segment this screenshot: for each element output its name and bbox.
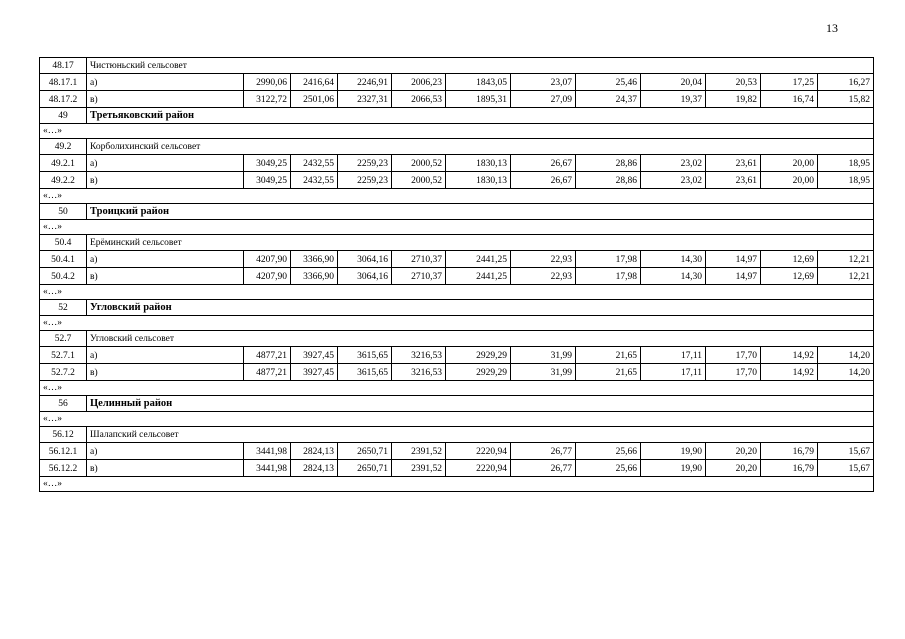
settlement-name: Угловский сельсовет: [87, 331, 874, 347]
table-row: [40, 172, 874, 189]
settlement-row: [40, 427, 874, 443]
table-body: [40, 58, 874, 492]
row-number: 49.2.2: [40, 172, 87, 189]
value-cell: 2432,55: [291, 172, 338, 189]
table-row: [40, 364, 874, 381]
value-cell: 19,90: [641, 460, 706, 477]
table-row: [40, 74, 874, 91]
settlement-row: [40, 58, 874, 74]
page-number: 13: [826, 21, 838, 35]
ellipsis-cell: «…»: [40, 477, 874, 492]
value-cell: 20,04: [641, 74, 706, 91]
settlement-name: Ерёминский сельсовет: [87, 235, 874, 251]
row-number: 50: [40, 204, 87, 220]
value-cell: 19,82: [706, 91, 761, 108]
row-label: в): [87, 364, 244, 381]
value-cell: 3615,65: [338, 347, 392, 364]
value-cell: 17,70: [706, 364, 761, 381]
row-number: 52: [40, 300, 87, 316]
row-number: 49.2.1: [40, 155, 87, 172]
district-name: Третьяковский район: [87, 108, 874, 124]
ellipsis-cell: «…»: [40, 316, 874, 331]
row-number: 50.4.1: [40, 251, 87, 268]
value-cell: 4207,90: [244, 251, 291, 268]
value-cell: 26,77: [511, 460, 576, 477]
value-cell: 17,25: [761, 74, 818, 91]
value-cell: 16,27: [818, 74, 874, 91]
value-cell: 28,86: [576, 155, 641, 172]
ellipsis-cell: «…»: [40, 381, 874, 396]
ellipsis-cell: «…»: [40, 189, 874, 204]
district-name: Троицкий район: [87, 204, 874, 220]
value-cell: 20,53: [706, 74, 761, 91]
value-cell: 3049,25: [244, 172, 291, 189]
value-cell: 4877,21: [244, 347, 291, 364]
row-label: а): [87, 74, 244, 91]
ellipsis-row: [40, 189, 874, 204]
value-cell: 20,00: [761, 155, 818, 172]
value-cell: 14,92: [761, 364, 818, 381]
value-cell: 12,69: [761, 251, 818, 268]
value-cell: 25,46: [576, 74, 641, 91]
value-cell: 18,95: [818, 155, 874, 172]
ellipsis-row: [40, 285, 874, 300]
value-cell: 14,97: [706, 268, 761, 285]
value-cell: 17,11: [641, 347, 706, 364]
value-cell: 23,02: [641, 172, 706, 189]
ellipsis-row: [40, 124, 874, 139]
value-cell: 2391,52: [392, 443, 446, 460]
value-cell: 2259,23: [338, 172, 392, 189]
value-cell: 3122,72: [244, 91, 291, 108]
value-cell: 2929,29: [446, 347, 511, 364]
row-label: в): [87, 91, 244, 108]
value-cell: 3927,45: [291, 364, 338, 381]
value-cell: 2824,13: [291, 460, 338, 477]
ellipsis-cell: «…»: [40, 285, 874, 300]
value-cell: 27,09: [511, 91, 576, 108]
value-cell: 14,30: [641, 268, 706, 285]
table-row: [40, 443, 874, 460]
settlement-row: [40, 235, 874, 251]
value-cell: 25,66: [576, 443, 641, 460]
table-row: [40, 91, 874, 108]
value-cell: 1830,13: [446, 155, 511, 172]
value-cell: 1830,13: [446, 172, 511, 189]
value-cell: 4207,90: [244, 268, 291, 285]
value-cell: 17,98: [576, 268, 641, 285]
settlement-row: [40, 139, 874, 155]
value-cell: 2501,06: [291, 91, 338, 108]
value-cell: 23,02: [641, 155, 706, 172]
table-row: [40, 268, 874, 285]
value-cell: 2650,71: [338, 443, 392, 460]
value-cell: 2000,52: [392, 172, 446, 189]
value-cell: 3216,53: [392, 347, 446, 364]
value-cell: 2000,52: [392, 155, 446, 172]
value-cell: 19,37: [641, 91, 706, 108]
value-cell: 4877,21: [244, 364, 291, 381]
value-cell: 16,79: [761, 443, 818, 460]
value-cell: 2416,64: [291, 74, 338, 91]
value-cell: 15,67: [818, 443, 874, 460]
ellipsis-row: [40, 477, 874, 492]
value-cell: 2441,25: [446, 251, 511, 268]
row-number: 49.2: [40, 139, 87, 155]
ellipsis-row: [40, 220, 874, 235]
value-cell: 26,67: [511, 172, 576, 189]
value-cell: 2710,37: [392, 268, 446, 285]
value-cell: 14,20: [818, 347, 874, 364]
value-cell: 20,20: [706, 460, 761, 477]
row-number: 49: [40, 108, 87, 124]
settlement-name: Шалапский сельсовет: [87, 427, 874, 443]
district-row: [40, 108, 874, 124]
value-cell: 3216,53: [392, 364, 446, 381]
value-cell: 12,21: [818, 251, 874, 268]
value-cell: 2259,23: [338, 155, 392, 172]
value-cell: 2441,25: [446, 268, 511, 285]
value-cell: 2650,71: [338, 460, 392, 477]
value-cell: 2710,37: [392, 251, 446, 268]
value-cell: 2391,52: [392, 460, 446, 477]
value-cell: 1843,05: [446, 74, 511, 91]
value-cell: 31,99: [511, 364, 576, 381]
settlement-name: Корболихинский сельсовет: [87, 139, 874, 155]
value-cell: 3064,16: [338, 251, 392, 268]
row-number: 52.7: [40, 331, 87, 347]
ellipsis-row: [40, 316, 874, 331]
row-label: в): [87, 268, 244, 285]
row-label: а): [87, 251, 244, 268]
value-cell: 19,90: [641, 443, 706, 460]
value-cell: 2432,55: [291, 155, 338, 172]
ellipsis-cell: «…»: [40, 124, 874, 139]
value-cell: 14,92: [761, 347, 818, 364]
row-number: 52.7.1: [40, 347, 87, 364]
value-cell: 3615,65: [338, 364, 392, 381]
value-cell: 1895,31: [446, 91, 511, 108]
value-cell: 2824,13: [291, 443, 338, 460]
district-row: [40, 300, 874, 316]
row-label: в): [87, 172, 244, 189]
row-number: 48.17.2: [40, 91, 87, 108]
value-cell: 2929,29: [446, 364, 511, 381]
table-row: [40, 251, 874, 268]
value-cell: 2327,31: [338, 91, 392, 108]
district-row: [40, 396, 874, 412]
table-row: [40, 347, 874, 364]
value-cell: 21,65: [576, 347, 641, 364]
value-cell: 26,67: [511, 155, 576, 172]
value-cell: 17,70: [706, 347, 761, 364]
row-number: 56.12.1: [40, 443, 87, 460]
value-cell: 3064,16: [338, 268, 392, 285]
value-cell: 12,69: [761, 268, 818, 285]
ellipsis-cell: «…»: [40, 220, 874, 235]
ellipsis-row: [40, 412, 874, 427]
row-number: 56.12: [40, 427, 87, 443]
table-row: [40, 460, 874, 477]
row-label: а): [87, 443, 244, 460]
row-label: а): [87, 347, 244, 364]
row-label: в): [87, 460, 244, 477]
value-cell: 3441,98: [244, 443, 291, 460]
value-cell: 22,93: [511, 268, 576, 285]
value-cell: 25,66: [576, 460, 641, 477]
value-cell: 26,77: [511, 443, 576, 460]
value-cell: 12,21: [818, 268, 874, 285]
value-cell: 2990,06: [244, 74, 291, 91]
row-number: 56.12.2: [40, 460, 87, 477]
district-name: Угловский район: [87, 300, 874, 316]
tariff-table: [39, 57, 874, 492]
row-label: а): [87, 155, 244, 172]
value-cell: 14,97: [706, 251, 761, 268]
settlement-name: Чистюньский сельсовет: [87, 58, 874, 74]
value-cell: 20,20: [706, 443, 761, 460]
ellipsis-cell: «…»: [40, 412, 874, 427]
value-cell: 2220,94: [446, 443, 511, 460]
row-number: 52.7.2: [40, 364, 87, 381]
row-number: 48.17.1: [40, 74, 87, 91]
value-cell: 2246,91: [338, 74, 392, 91]
ellipsis-row: [40, 381, 874, 396]
settlement-row: [40, 331, 874, 347]
value-cell: 3049,25: [244, 155, 291, 172]
table-row: [40, 155, 874, 172]
value-cell: 16,79: [761, 460, 818, 477]
value-cell: 2006,23: [392, 74, 446, 91]
district-row: [40, 204, 874, 220]
row-number: 50.4: [40, 235, 87, 251]
value-cell: 3441,98: [244, 460, 291, 477]
row-number: 56: [40, 396, 87, 412]
value-cell: 20,00: [761, 172, 818, 189]
district-name: Целинный район: [87, 396, 874, 412]
value-cell: 3366,90: [291, 268, 338, 285]
value-cell: 28,86: [576, 172, 641, 189]
value-cell: 3927,45: [291, 347, 338, 364]
value-cell: 23,61: [706, 155, 761, 172]
value-cell: 22,93: [511, 251, 576, 268]
value-cell: 2220,94: [446, 460, 511, 477]
value-cell: 31,99: [511, 347, 576, 364]
value-cell: 18,95: [818, 172, 874, 189]
value-cell: 15,67: [818, 460, 874, 477]
value-cell: 17,98: [576, 251, 641, 268]
value-cell: 15,82: [818, 91, 874, 108]
value-cell: 23,07: [511, 74, 576, 91]
value-cell: 2066,53: [392, 91, 446, 108]
value-cell: 17,11: [641, 364, 706, 381]
value-cell: 23,61: [706, 172, 761, 189]
row-number: 50.4.2: [40, 268, 87, 285]
value-cell: 21,65: [576, 364, 641, 381]
value-cell: 24,37: [576, 91, 641, 108]
value-cell: 16,74: [761, 91, 818, 108]
row-number: 48.17: [40, 58, 87, 74]
value-cell: 14,30: [641, 251, 706, 268]
value-cell: 14,20: [818, 364, 874, 381]
value-cell: 3366,90: [291, 251, 338, 268]
